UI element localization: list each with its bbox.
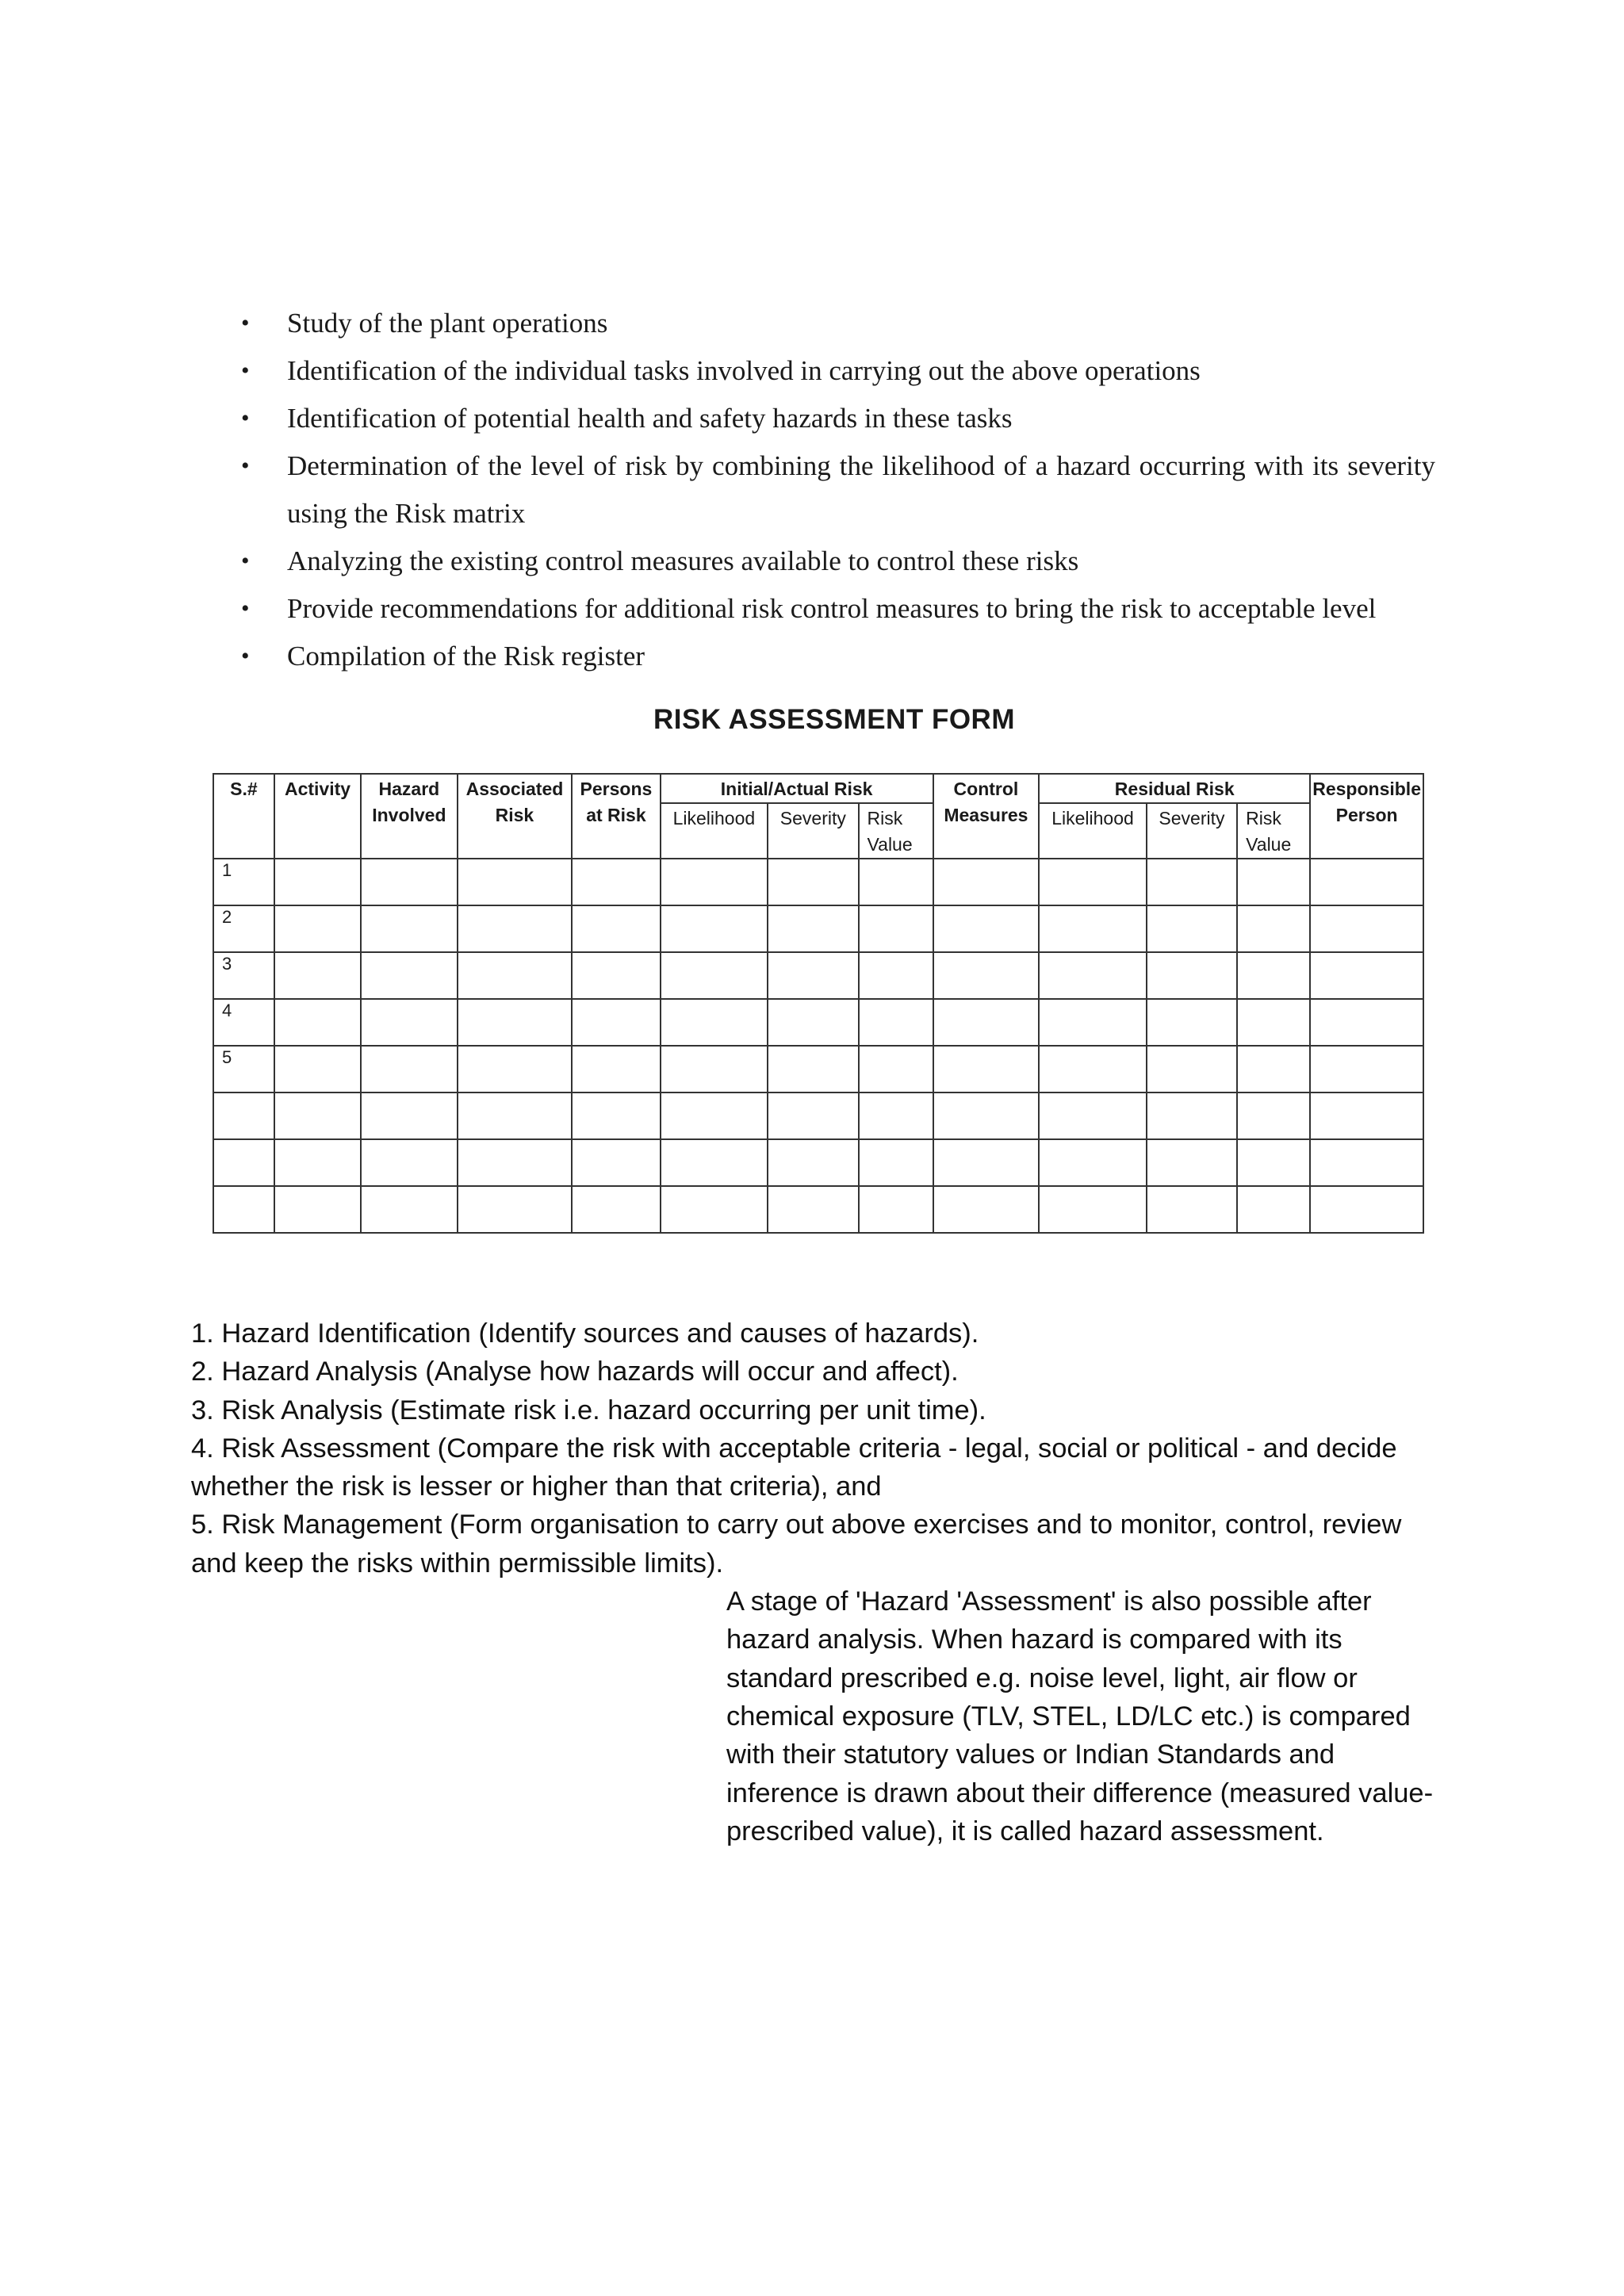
empty-cell — [274, 905, 361, 952]
bullet-icon: • — [241, 548, 250, 574]
empty-cell — [1039, 952, 1147, 999]
empty-cell — [1310, 999, 1423, 1046]
empty-cell — [768, 999, 858, 1046]
form-title: RISK ASSESSMENT FORM — [653, 704, 1015, 735]
list-item: • Compilation of the Risk register — [238, 633, 1435, 680]
empty-cell — [361, 1046, 457, 1093]
empty-cell — [1237, 952, 1310, 999]
empty-cell — [458, 1046, 573, 1093]
table-row — [213, 1186, 1423, 1233]
empty-cell — [361, 1093, 457, 1139]
header-residual-likelihood: Likelihood — [1039, 803, 1147, 859]
header-initial-severity: Severity — [768, 803, 858, 859]
assessment-note: A stage of 'Hazard 'Assessment' is also possible after hazard analysis. When hazard is compared with its standard prescribed e.g. noise level, light, air flow or chemical exposure (TLV, STEL, LD/LC etc.) is compared with their statutory values or Indian Standards and inference is drawn about their difference (measured value- prescribed value), it is called hazard assessment. — [726, 1586, 1434, 1846]
empty-cell — [1147, 1046, 1237, 1093]
header-persons-at-risk: Persons at Risk — [572, 774, 660, 859]
empty-cell — [859, 1046, 933, 1093]
empty-cell — [361, 999, 457, 1046]
empty-cell — [768, 1046, 858, 1093]
list-item: • Identification of potential health and safety hazards in these tasks — [238, 395, 1435, 442]
empty-cell — [361, 952, 457, 999]
empty-cell — [768, 1093, 858, 1139]
empty-cell — [458, 1093, 573, 1139]
bullet-icon: • — [241, 310, 250, 336]
list-item: • Determination of the level of risk by combining the likelihood of a hazard occurring with its severity using the Risk matrix — [238, 442, 1435, 538]
table-row — [213, 1046, 1423, 1093]
empty-cell — [768, 952, 858, 999]
row-number-cell — [213, 1093, 274, 1139]
row-number-cell: 1 — [213, 859, 274, 905]
row-number-cell: 4 — [213, 999, 274, 1046]
table-row — [213, 1139, 1423, 1186]
empty-cell — [859, 1186, 933, 1233]
header-residual-risk: Residual Risk — [1039, 774, 1310, 803]
empty-cell — [274, 1093, 361, 1139]
empty-cell — [361, 905, 457, 952]
empty-cell — [661, 1093, 768, 1139]
empty-cell — [274, 1139, 361, 1186]
header-initial-likelihood: Likelihood — [661, 803, 768, 859]
header-residual-severity: Severity — [1147, 803, 1237, 859]
empty-cell — [1310, 1139, 1423, 1186]
empty-cell — [274, 952, 361, 999]
empty-cell — [274, 859, 361, 905]
list-item: • Study of the plant operations — [238, 300, 1435, 347]
table-header-row — [213, 774, 1423, 803]
header-initial-risk: Initial/Actual Risk — [661, 774, 933, 803]
empty-cell — [1039, 1046, 1147, 1093]
empty-cell — [933, 905, 1040, 952]
table-row — [213, 859, 1423, 905]
empty-cell — [274, 999, 361, 1046]
empty-cell — [1147, 1139, 1237, 1186]
empty-cell — [361, 1139, 457, 1186]
empty-cell — [361, 859, 457, 905]
empty-cell — [661, 905, 768, 952]
empty-cell — [458, 952, 573, 999]
empty-cell — [859, 905, 933, 952]
objectives-list — [238, 300, 1435, 680]
header-associated-risk: Associated Risk — [458, 774, 573, 859]
empty-cell — [1237, 999, 1310, 1046]
step-item: 3. Risk Analysis (Estimate risk i.e. hazard occurring per unit time). — [191, 1395, 986, 1425]
empty-cell — [933, 999, 1040, 1046]
step-item: 1. Hazard Identification (Identify sources and causes of hazards). — [191, 1318, 979, 1349]
empty-cell — [1310, 952, 1423, 999]
row-number-cell: 2 — [213, 905, 274, 952]
empty-cell — [661, 1186, 768, 1233]
empty-cell — [572, 1139, 660, 1186]
empty-cell — [933, 1046, 1040, 1093]
empty-cell — [1039, 859, 1147, 905]
empty-cell — [661, 1139, 768, 1186]
empty-cell — [1147, 1093, 1237, 1139]
empty-cell — [859, 1093, 933, 1139]
empty-cell — [572, 1046, 660, 1093]
empty-cell — [274, 1046, 361, 1093]
risk-management-steps — [191, 1314, 1436, 1850]
empty-cell — [768, 905, 858, 952]
table-row — [213, 999, 1423, 1046]
table-row — [213, 905, 1423, 952]
empty-cell — [458, 1186, 573, 1233]
step-item: 2. Hazard Analysis (Analyse how hazards will occur and affect). — [191, 1357, 959, 1387]
empty-cell — [1147, 952, 1237, 999]
empty-cell — [859, 952, 933, 999]
empty-cell — [661, 1046, 768, 1093]
empty-cell — [1237, 1093, 1310, 1139]
empty-cell — [1310, 859, 1423, 905]
bullet-icon: • — [241, 453, 250, 479]
empty-cell — [661, 999, 768, 1046]
empty-cell — [933, 1139, 1040, 1186]
empty-cell — [274, 1186, 361, 1233]
empty-cell — [1310, 1186, 1423, 1233]
empty-cell — [1237, 859, 1310, 905]
empty-cell — [1147, 859, 1237, 905]
empty-cell — [859, 859, 933, 905]
bullet-icon: • — [241, 358, 250, 384]
list-item: • Analyzing the existing control measures available to control these risks — [238, 538, 1435, 585]
empty-cell — [458, 905, 573, 952]
header-sno: S.# — [213, 774, 274, 859]
risk-assessment-table — [213, 773, 1424, 1234]
empty-cell — [661, 859, 768, 905]
empty-cell — [933, 859, 1040, 905]
bullet-icon: • — [241, 405, 250, 431]
empty-cell — [1237, 1046, 1310, 1093]
header-residual-risk-value: Risk Value — [1237, 803, 1310, 859]
empty-cell — [458, 999, 573, 1046]
step-item: 5. Risk Management (Form organisation to carry out above exercises and to monitor, control, review and keep the risks within permissible limits). — [191, 1510, 1402, 1578]
empty-cell — [1310, 1046, 1423, 1093]
empty-cell — [1147, 905, 1237, 952]
empty-cell — [1039, 1139, 1147, 1186]
bullet-icon: • — [241, 595, 250, 622]
empty-cell — [1310, 905, 1423, 952]
table-row — [213, 952, 1423, 999]
step-item: 4. Risk Assessment (Compare the risk with acceptable criteria - legal, social or political - and decide whether the risk is lesser or higher than that criteria), and — [191, 1433, 1397, 1502]
empty-cell — [458, 1139, 573, 1186]
empty-cell — [1039, 1093, 1147, 1139]
empty-cell — [1039, 999, 1147, 1046]
table-body — [213, 859, 1423, 1233]
empty-cell — [933, 1093, 1040, 1139]
row-number-cell: 5 — [213, 1046, 274, 1093]
empty-cell — [458, 859, 573, 905]
empty-cell — [1237, 1139, 1310, 1186]
empty-cell — [572, 999, 660, 1046]
row-number-cell: 3 — [213, 952, 274, 999]
empty-cell — [572, 1186, 660, 1233]
empty-cell — [1147, 999, 1237, 1046]
empty-cell — [572, 905, 660, 952]
list-item: • Provide recommendations for additional risk control measures to bring the risk to acceptable level — [238, 585, 1435, 633]
header-responsible-person: Responsible Person — [1310, 774, 1423, 859]
header-control-measures: Control Measures — [933, 774, 1040, 859]
empty-cell — [361, 1186, 457, 1233]
table-row — [213, 1093, 1423, 1139]
empty-cell — [572, 1093, 660, 1139]
empty-cell — [933, 1186, 1040, 1233]
empty-cell — [572, 859, 660, 905]
empty-cell — [768, 1186, 858, 1233]
empty-cell — [1237, 1186, 1310, 1233]
empty-cell — [933, 952, 1040, 999]
empty-cell — [1039, 905, 1147, 952]
row-number-cell — [213, 1139, 274, 1186]
empty-cell — [572, 952, 660, 999]
empty-cell — [768, 1139, 858, 1186]
empty-cell — [768, 859, 858, 905]
header-hazard-involved: Hazard Involved — [361, 774, 457, 859]
header-initial-risk-value: Risk Value — [859, 803, 933, 859]
empty-cell — [859, 1139, 933, 1186]
empty-cell — [859, 999, 933, 1046]
row-number-cell — [213, 1186, 274, 1233]
empty-cell — [1310, 1093, 1423, 1139]
bullet-icon: • — [241, 643, 250, 669]
header-activity: Activity — [274, 774, 361, 859]
empty-cell — [1147, 1186, 1237, 1233]
list-item: • Identification of the individual tasks involved in carrying out the above operations — [238, 347, 1435, 395]
empty-cell — [1039, 1186, 1147, 1233]
empty-cell — [1237, 905, 1310, 952]
empty-cell — [661, 952, 768, 999]
